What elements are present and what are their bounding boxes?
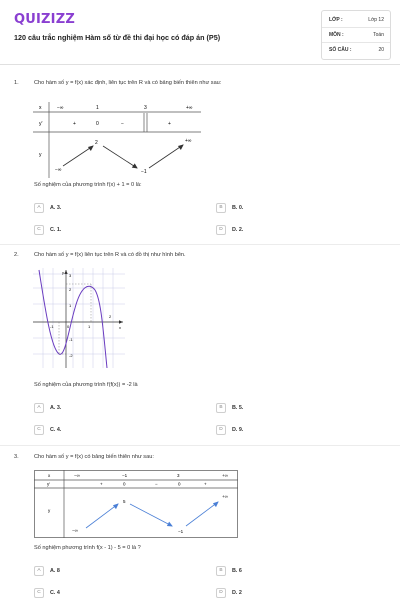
table-cell: −∞ (74, 473, 80, 478)
variation-table-3 (34, 470, 238, 538)
table-cell: + (204, 481, 207, 487)
table-cell: 0 (178, 481, 181, 487)
option-letter-box: B (216, 403, 226, 413)
table-cell: −1 (141, 169, 147, 175)
tick-label-y: 1 (69, 303, 72, 308)
question-text: Cho hàm số y = f(x) xác định, liên tục trên R và có bảng biến thiên như sau: (34, 80, 222, 86)
question-number: 2. (14, 252, 19, 258)
option-label: C. 4 (50, 590, 60, 596)
table-cell: + (100, 481, 103, 487)
table-cell: −∞ (57, 105, 64, 111)
table-cell: y' (39, 121, 43, 127)
question-prompt: Số nghiệm của phương trình f(f(x)) = -2 là (34, 382, 138, 388)
option-label: B. 5. (232, 405, 244, 411)
tick-label-y: -2 (69, 353, 73, 358)
table-cell: y' (47, 481, 51, 487)
table-cell: 0 (123, 481, 126, 487)
option-label: A. 3. (50, 405, 62, 411)
header-divider (0, 64, 400, 65)
option-letter-box: C (34, 588, 44, 598)
table-cell: +∞ (222, 473, 228, 478)
tick-label-y: 2 (69, 287, 72, 292)
quizizz-logo: QUIZIZZ (14, 12, 75, 27)
question-text: Cho hàm số y = f(x) có bảng biến thiên như sau: (34, 454, 154, 460)
question-divider (0, 445, 400, 446)
option-letter-box: A (34, 403, 44, 413)
option-label: A. 8 (50, 568, 60, 574)
table-cell: −1 (122, 473, 128, 478)
table-cell: x (48, 473, 51, 478)
table-cell: 3 (144, 105, 147, 111)
axis-label-x: x (119, 325, 121, 330)
axis-label-y: y (62, 270, 64, 275)
question-prompt: Số nghiệm của phương trình f(x) + 1 = 0 là: (34, 182, 142, 188)
option-label: B. 6 (232, 568, 242, 574)
tick-label-y: 3 (69, 273, 72, 278)
meta-row-subject (322, 28, 390, 43)
table-cell: x (39, 105, 42, 111)
table-cell: − (121, 121, 124, 127)
tick-label-x: -1 (50, 324, 54, 329)
variation-table-1 (33, 100, 201, 180)
option-letter-box: B (216, 566, 226, 576)
table-cell: +∞ (185, 138, 192, 144)
table-cell: y (48, 508, 51, 513)
option-label: D. 2. (232, 227, 244, 233)
table-cell: 1 (96, 105, 99, 111)
option-letter-box: D (216, 425, 226, 435)
worksheet-meta-box (321, 10, 391, 60)
table-cell: 3 (177, 473, 180, 478)
meta-row-count (322, 43, 390, 58)
table-cell: 0 (96, 121, 99, 127)
tick-label-x: 0 (67, 324, 70, 329)
meta-value: Toán (373, 32, 384, 38)
option-letter-box: A (34, 566, 44, 576)
table-cell: +∞ (186, 105, 193, 111)
option-letter-box: D (216, 588, 226, 598)
option-label: C. 4. (50, 427, 62, 433)
tick-label-y: -1 (69, 337, 73, 342)
question-number: 3. (14, 454, 19, 460)
table-cell: +∞ (222, 494, 228, 499)
option-label: D. 2 (232, 590, 242, 596)
function-graph (33, 268, 125, 370)
question-text: Cho hàm số y = f(x) liên tục trên R và có đồ thị như hình bên. (34, 252, 186, 258)
table-cell: + (168, 121, 171, 127)
question-prompt: Số nghiệm phương trình f(x - 1) - 5 = 0 là ? (34, 545, 141, 551)
option-letter-box: B (216, 203, 226, 213)
meta-key: LỚP : (329, 17, 343, 23)
table-cell: −1 (178, 529, 184, 534)
option-label: C. 1. (50, 227, 62, 233)
option-label: D. 9. (232, 427, 244, 433)
table-cell: y (39, 152, 42, 158)
option-label: B. 0. (232, 205, 244, 211)
table-cell: −∞ (72, 528, 78, 533)
tick-label-x: 1 (88, 324, 91, 329)
tick-label-x: 2 (109, 314, 112, 319)
worksheet-title: 120 câu trắc nghiệm Hàm số từ đề thi đại học có đáp án (P5) (14, 33, 221, 42)
meta-row-class (322, 13, 390, 28)
question-number: 1. (14, 80, 19, 86)
meta-value: 20 (378, 47, 384, 53)
table-cell: 5 (123, 499, 126, 504)
meta-value: Lớp 12 (368, 17, 384, 23)
option-letter-box: A (34, 203, 44, 213)
table-cell: 2 (95, 140, 98, 146)
option-letter-box: C (34, 225, 44, 235)
table-cell: −∞ (55, 167, 62, 173)
option-letter-box: C (34, 425, 44, 435)
meta-key: SỐ CÂU : (329, 47, 352, 53)
table-cell: − (155, 481, 158, 487)
question-divider (0, 244, 400, 245)
option-label: A. 3. (50, 205, 62, 211)
option-letter-box: D (216, 225, 226, 235)
table-cell: + (73, 121, 76, 127)
meta-key: MÔN : (329, 32, 344, 38)
